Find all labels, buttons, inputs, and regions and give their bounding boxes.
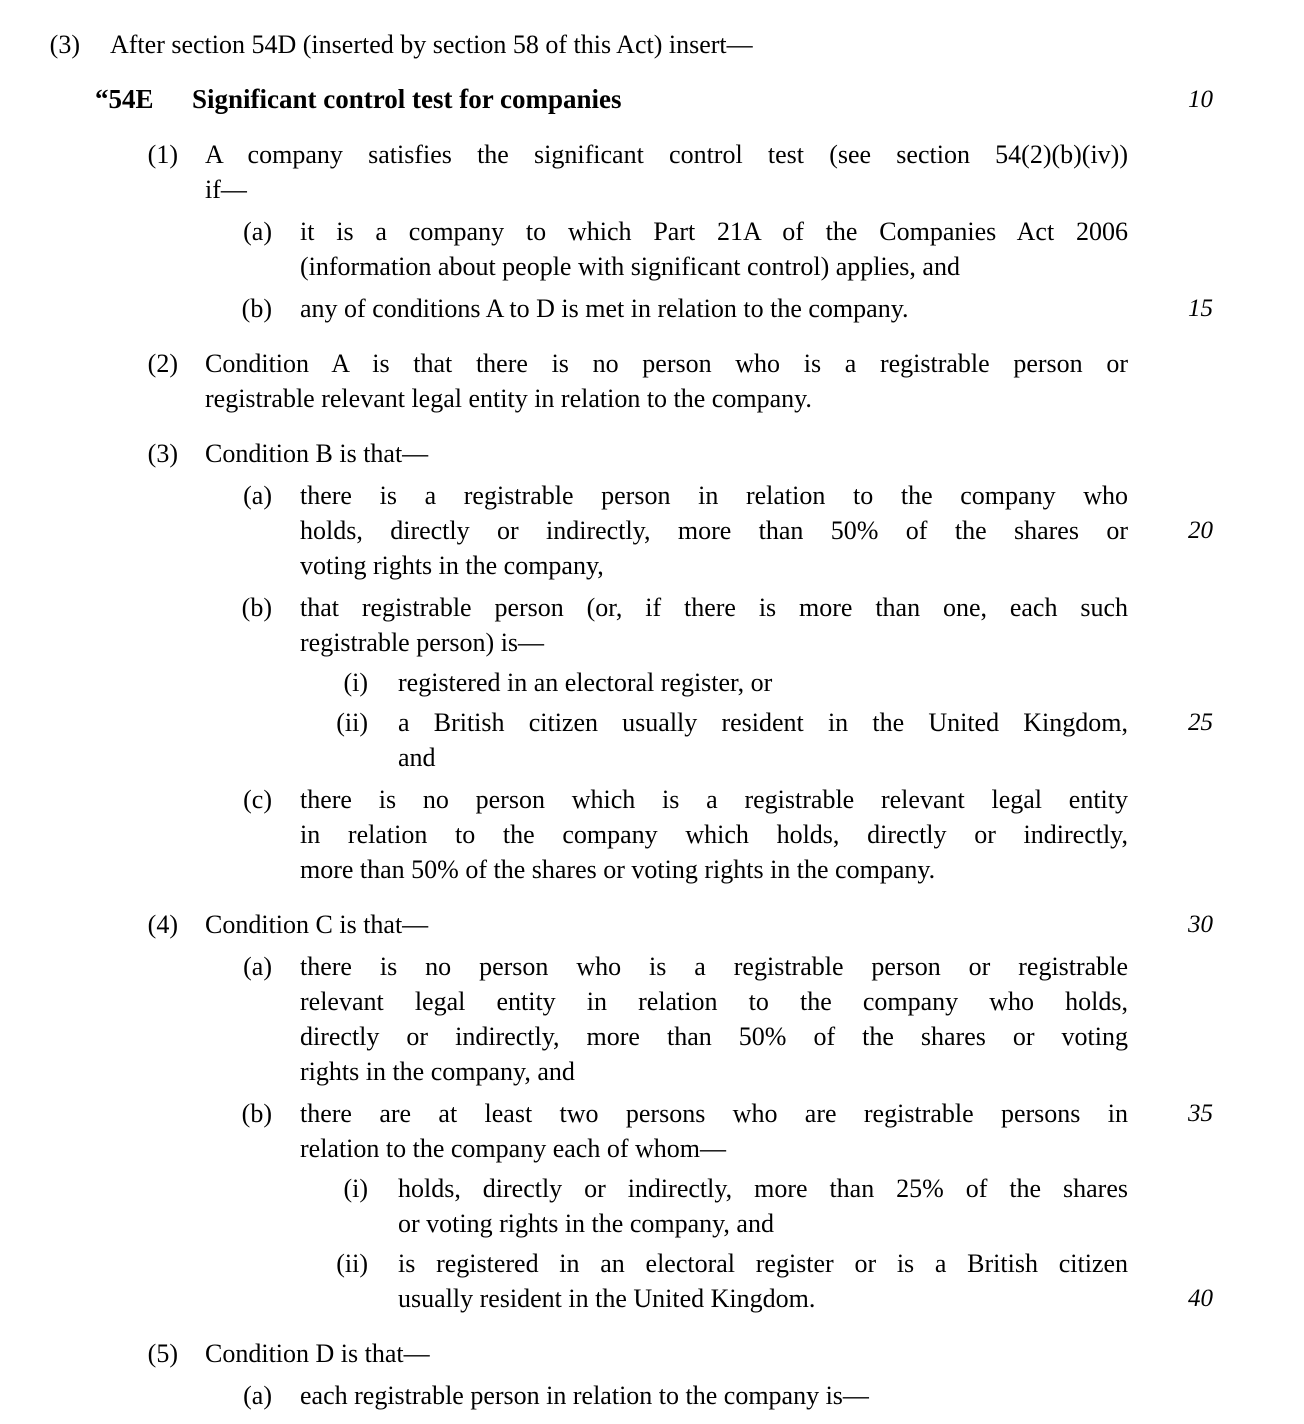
line-number: 30 (1188, 911, 1213, 938)
text-line: relation to the company each of whom— (300, 1134, 726, 1163)
text-line: in relation to the company which holds, directly or indirectly, (300, 820, 1128, 849)
text-line: Condition A is that there is no person who is a registrable person or (205, 349, 1128, 378)
paragraph-1-a (233, 214, 1304, 284)
text-line: registrable relevant legal entity in relation to the company. (205, 384, 812, 413)
paragraph-3-b (233, 590, 1304, 660)
text-line: if— (205, 175, 247, 204)
text-line: registrable person) is— (300, 628, 545, 657)
text-line: directly or indirectly, more than 50% of the shares or voting (300, 1022, 1128, 1051)
line-number: 25 (1188, 709, 1213, 736)
line-number: 10 (1188, 86, 1213, 113)
item-marker: (3) (147, 439, 178, 468)
item-marker: (a) (243, 217, 272, 246)
text-line: more than 50% of the shares or voting rights in the company. (300, 855, 936, 884)
text-line: A company satisfies the significant control test (see section 54(2)(b)(iv)) (205, 140, 1128, 169)
item-marker: (ii) (336, 708, 368, 737)
text-line: Condition D is that— (205, 1339, 430, 1368)
text-line: that registrable person (or, if there is more than one, each such (300, 593, 1128, 622)
text-line: is registered in an electoral register or is a British citizen (398, 1249, 1128, 1278)
text-line: there is no person which is a registrable relevant legal entity (300, 785, 1128, 814)
text-line: usually resident in the United Kingdom. (398, 1284, 816, 1313)
text-line: (information about people with significant control) applies, and (300, 252, 960, 281)
subsection-3 (140, 436, 1304, 471)
item-marker: (4) (147, 910, 178, 939)
text-line: it is a company to which Part 21A of the Companies Act 2006 (300, 217, 1128, 246)
line-number: 40 (1188, 1285, 1213, 1312)
subsection-4 (140, 907, 1304, 942)
subsection-1 (140, 137, 1304, 207)
item-marker: (ii) (336, 1249, 368, 1278)
text-line: there is no person who is a registrable person or registrable (300, 952, 1128, 981)
text-line: a British citizen usually resident in the United Kingdom, (398, 708, 1128, 737)
subparagraph-4-b-ii (327, 1246, 1304, 1316)
item-marker: (i) (343, 668, 368, 697)
item-marker: (c) (243, 785, 272, 814)
text-line: each registrable person in relation to the company is— (300, 1381, 869, 1410)
text-line: there are at least two persons who are registrable persons in (300, 1099, 1128, 1128)
line-number: 20 (1188, 517, 1213, 544)
subparagraph-4-b-i (327, 1171, 1304, 1241)
text-line: Condition C is that— (205, 910, 429, 939)
text-line: rights in the company, and (300, 1057, 575, 1086)
text-line: After section 54D (inserted by section 58 of this Act) insert— (110, 30, 753, 59)
section-title: Significant control test for companies (192, 84, 622, 114)
text-line: and (398, 743, 436, 772)
paragraph-3-c (233, 782, 1304, 887)
text-line: there is a registrable person in relation to the company who (300, 481, 1128, 510)
item-marker: (2) (147, 349, 178, 378)
subparagraph-3-b-ii (327, 705, 1304, 775)
section-number: “54E (95, 84, 154, 114)
text-line: or voting rights in the company, and (398, 1209, 774, 1238)
subsection-3-intro (40, 27, 1304, 62)
subparagraph-3-b-i (327, 665, 1304, 700)
text-line: holds, directly or indirectly, more than 50% of the shares or (300, 516, 1128, 545)
item-marker: (1) (147, 140, 178, 169)
line-number: 15 (1188, 295, 1213, 322)
section-heading (95, 82, 1304, 117)
item-marker: (b) (241, 294, 272, 323)
text-line: voting rights in the company, (300, 551, 604, 580)
item-marker: (a) (243, 1381, 272, 1410)
item-marker: (b) (241, 593, 272, 622)
paragraph-4-b (233, 1096, 1304, 1166)
text-line: any of conditions A to D is met in relation to the company. (300, 294, 909, 323)
paragraph-4-a (233, 949, 1304, 1089)
subsection-2 (140, 346, 1304, 416)
text-line: Condition B is that— (205, 439, 429, 468)
item-marker: (a) (243, 481, 272, 510)
line-number: 35 (1188, 1100, 1213, 1127)
paragraph-5-a (233, 1378, 1304, 1413)
item-marker: (5) (147, 1339, 178, 1368)
text-line: relevant legal entity in relation to the company who holds, (300, 987, 1128, 1016)
item-marker: (i) (343, 1174, 368, 1203)
item-marker: (a) (243, 952, 272, 981)
text-line: holds, directly or indirectly, more than 25% of the shares (398, 1174, 1128, 1203)
item-marker: (b) (241, 1099, 272, 1128)
subsection-5 (140, 1336, 1304, 1371)
text-line: registered in an electoral register, or (398, 668, 773, 697)
item-marker: (3) (49, 30, 80, 59)
paragraph-1-b (233, 291, 1304, 326)
paragraph-3-a (233, 478, 1304, 583)
